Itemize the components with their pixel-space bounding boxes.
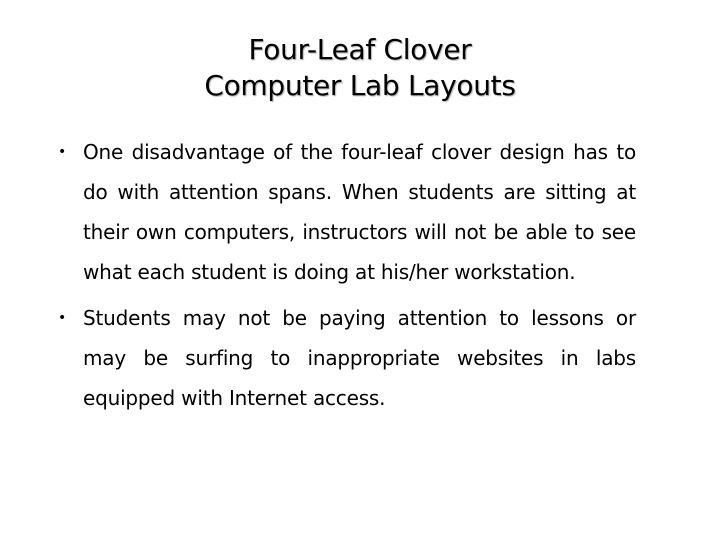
bullet-item	[58, 298, 636, 418]
bullet-list	[58, 132, 636, 424]
title-line-2: Computer Lab Layouts	[204, 69, 516, 102]
title-line-1: Four-Leaf Clover	[248, 33, 472, 66]
bullet-dot-icon: •	[58, 144, 67, 160]
bullet-dot-icon: •	[58, 310, 67, 326]
bullet-item	[58, 132, 636, 292]
bullet-text: Students may not be paying attention to lessons or may be surfing to inappropriate websites in labs equipped with Internet access.	[83, 306, 636, 410]
slide-title	[60, 32, 660, 104]
bullet-text: One disadvantage of the four-leaf clover design has to do with attention spans. When students are sitting at their own computers, instructors will not be able to see what each student is doing at his/her workstation.	[83, 140, 636, 284]
